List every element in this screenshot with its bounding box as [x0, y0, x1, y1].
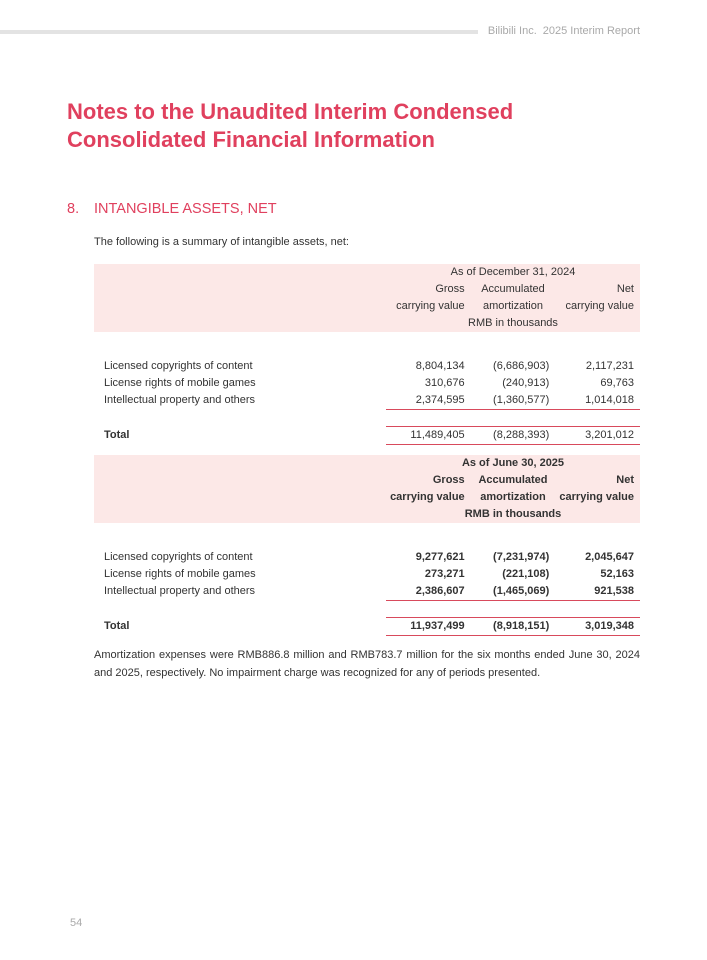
- total-row: [94, 427, 640, 445]
- table-header-row: [94, 455, 640, 472]
- page-title: Notes to the Unaudited Interim Condensed Consolidated Financial Information: [67, 99, 514, 152]
- section-number: 8.: [67, 201, 80, 217]
- section-title: INTANGIBLE ASSETS, NET: [94, 201, 277, 217]
- net-value: 69,763: [600, 377, 634, 389]
- table-row: [94, 583, 640, 601]
- page-number: 54: [70, 917, 83, 929]
- header-report: 2025 Interim Report: [542, 25, 640, 37]
- gross-value: 2,386,607: [386, 583, 471, 601]
- gross-value: 273,271: [424, 568, 465, 580]
- col-gross-heading: Gross: [386, 472, 471, 489]
- gross-value: 310,676: [424, 377, 465, 389]
- col-gross-subheading: carrying value: [386, 298, 471, 315]
- section-heading: [67, 201, 277, 217]
- table-row: [94, 375, 640, 392]
- net-value: 921,538: [555, 583, 640, 601]
- total-label: Total: [104, 429, 130, 441]
- total-gross-value: 11,937,499: [386, 618, 471, 636]
- running-header: [488, 25, 640, 37]
- col-amort-heading: Accumulated: [471, 281, 556, 298]
- table-row: [94, 549, 640, 566]
- gross-value: 2,374,595: [386, 392, 471, 410]
- row-label: Intellectual property and others: [104, 394, 256, 407]
- total-net-value: 3,019,348: [555, 618, 640, 636]
- row-label: License rights of mobile games: [104, 568, 256, 580]
- col-gross-subheading: carrying value: [386, 489, 471, 506]
- amortization-value: (240,913): [502, 377, 550, 389]
- col-amort-subheading: amortization: [471, 298, 556, 315]
- period-heading: As of December 31, 2024: [386, 264, 640, 281]
- col-amort-subheading: amortization: [471, 489, 556, 506]
- col-amort-heading: Accumulated: [471, 472, 556, 489]
- col-net-subheading: carrying value: [555, 489, 640, 506]
- unit-heading: RMB in thousands: [386, 315, 640, 332]
- row-label: Licensed copyrights of content: [104, 360, 253, 372]
- table-header-row: [94, 506, 640, 523]
- col-net-heading: Net: [555, 472, 640, 489]
- table-header-row: [94, 298, 640, 315]
- col-net-heading: Net: [555, 281, 640, 298]
- net-value: 52,163: [600, 568, 634, 580]
- net-value: 1,014,018: [555, 392, 640, 410]
- total-amortization-value: (8,918,151): [471, 618, 556, 636]
- net-value: 2,045,647: [585, 551, 634, 563]
- col-gross-heading: Gross: [386, 281, 471, 298]
- total-amortization-value: (8,288,393): [471, 427, 556, 445]
- table-row: [94, 392, 640, 410]
- net-value: 2,117,231: [585, 360, 634, 372]
- total-row: [94, 618, 640, 636]
- table-header-row: [94, 315, 640, 332]
- table-header-row: [94, 264, 640, 281]
- closing-paragraph: Amortization expenses were RMB886.8 million and RMB783.7 million for the six months ended June 30, 2024 and 2025, respectively. No impairment charge was recognized for any of periods presented.: [94, 649, 640, 679]
- amortization-value: (7,231,974): [493, 551, 550, 563]
- gross-value: 8,804,134: [415, 360, 465, 372]
- table-row: [94, 566, 640, 583]
- table-header-row: [94, 489, 640, 506]
- total-net-value: 3,201,012: [555, 427, 640, 445]
- intro-text: The following is a summary of intangible assets, net:: [94, 236, 349, 248]
- header-company: Bilibili Inc.: [487, 25, 537, 37]
- unit-heading: RMB in thousands: [386, 506, 640, 523]
- period-heading: As of June 30, 2025: [386, 455, 640, 472]
- amortization-value: (6,686,903): [493, 360, 550, 372]
- row-label: Licensed copyrights of content: [104, 551, 253, 563]
- col-net-subheading: carrying value: [555, 298, 640, 315]
- total-gross-value: 11,489,405: [386, 427, 471, 445]
- table-header-row: [94, 472, 640, 489]
- gross-value: 9,277,621: [415, 551, 465, 563]
- intangible-assets-table-2025: [94, 455, 640, 636]
- row-label: Intellectual property and others: [104, 585, 256, 598]
- amortization-value: (1,465,069): [471, 583, 556, 601]
- row-label: License rights of mobile games: [104, 377, 256, 389]
- amortization-value: (1,360,577): [471, 392, 556, 410]
- table-row: [94, 358, 640, 375]
- amortization-value: (221,108): [502, 568, 550, 580]
- intangible-assets-table-2024: [94, 264, 640, 445]
- header-rule: [0, 30, 478, 34]
- total-label: Total: [104, 620, 130, 632]
- table-header-row: [94, 281, 640, 298]
